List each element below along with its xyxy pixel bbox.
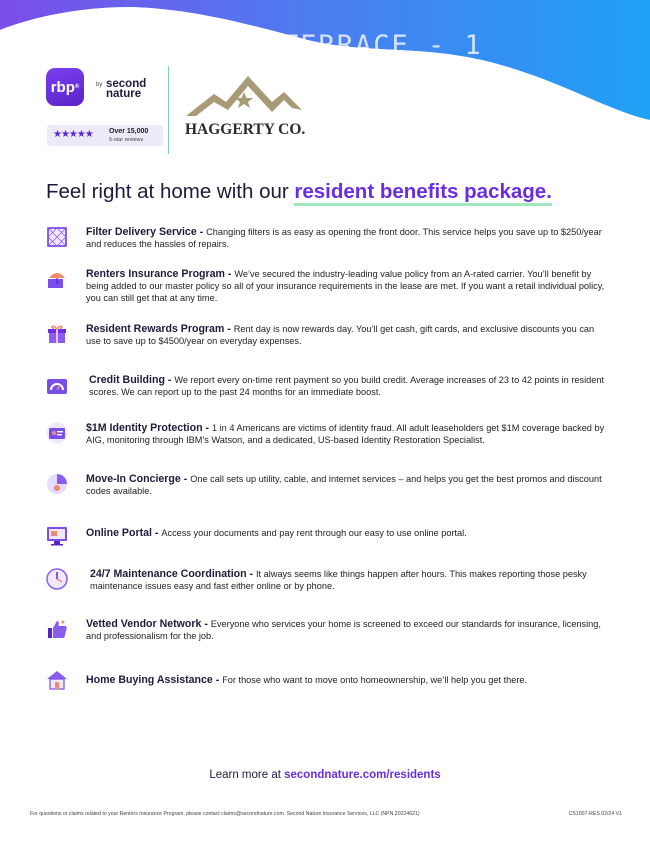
monitor-icon xyxy=(46,525,68,547)
reviews-count: Over 15,000 xyxy=(109,128,149,135)
haggerty-co-logo-text: HAGGERTY CO. xyxy=(185,121,306,138)
second-nature-by-label: by xyxy=(96,82,103,88)
reviews-label: 5-star reviews xyxy=(109,137,144,143)
thumbs-up-icon xyxy=(46,618,68,640)
concierge-icon xyxy=(46,473,68,495)
insurance-disclaimer: For questions or claims related to your Renters Insurance Program, please contact claims@secondnature.com. Second Nature Insurance Services, LLC (NPN 20224621) xyxy=(30,811,420,817)
filter-icon xyxy=(46,226,68,248)
id-card-icon xyxy=(46,422,68,444)
rating-badge xyxy=(47,125,163,146)
credit-gauge-icon xyxy=(46,374,68,396)
property-name: TERRACE - 1 xyxy=(282,30,483,61)
headline-highlight: resident benefits package. xyxy=(294,180,551,206)
five-star-icon: ★★★★★ xyxy=(53,129,93,140)
umbrella-icon xyxy=(46,268,68,290)
page-headline: Feel right at home with our resident benefits package. xyxy=(46,180,552,204)
rbp-logo: rbp ® xyxy=(46,68,84,106)
second-nature-logo: second nature xyxy=(106,78,147,100)
gift-icon xyxy=(46,323,68,345)
house-icon xyxy=(46,669,68,691)
document-code: CS1007-RES 02/24 V1 xyxy=(568,811,622,817)
logo-divider xyxy=(168,66,169,154)
haggerty-mountain-logo-icon xyxy=(186,72,302,122)
clock-icon xyxy=(46,568,68,590)
learn-more-line: Learn more at secondnature.com/residents xyxy=(209,769,441,781)
second-nature-residents-link[interactable]: secondnature.com/residents xyxy=(284,769,441,781)
